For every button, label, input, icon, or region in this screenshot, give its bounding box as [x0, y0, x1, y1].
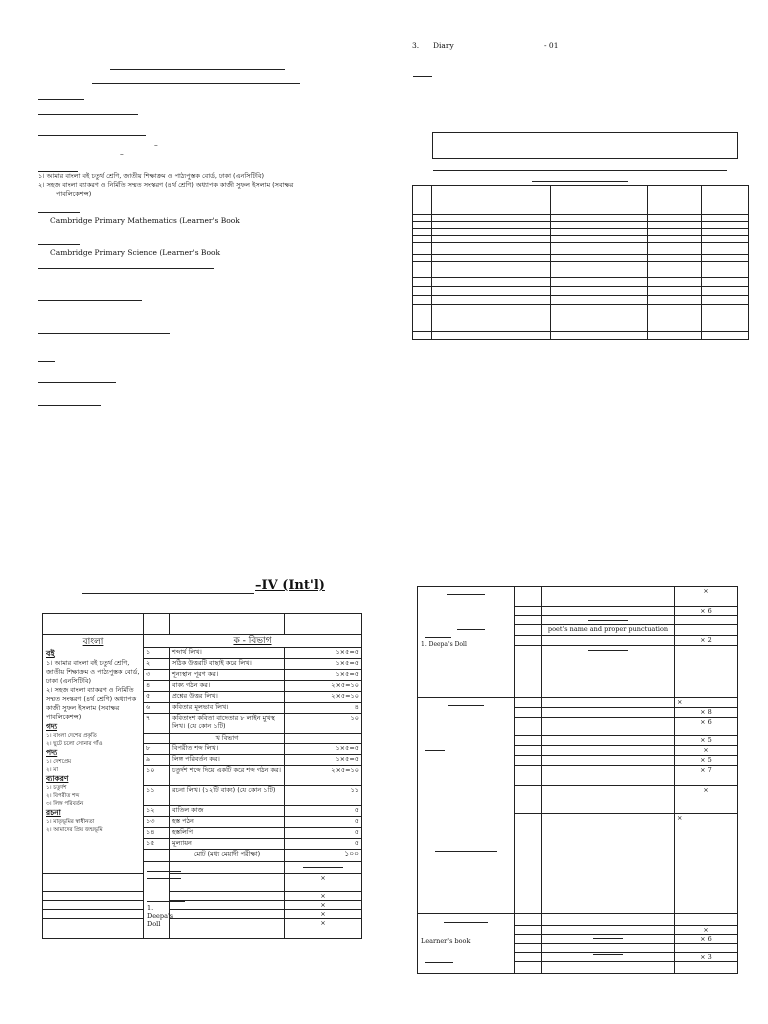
poddo-item: ১। দেশপ্রেম	[46, 759, 72, 765]
rochona-item: ১। মাতৃভূমির স্বাধীনতা	[46, 819, 95, 825]
blank-line	[425, 637, 451, 638]
blank-line	[38, 382, 116, 383]
q-num: ৮	[144, 744, 170, 755]
q-text: কবিতাংশ কবিতা বাদেতার ৮ লাইন মুখস্থ লিখ। (যে কোন ১টি)	[170, 714, 285, 734]
blank-line	[532, 181, 628, 182]
q-marks: ৫	[285, 839, 362, 850]
rochona-item: ২। আমাদের প্রিয় জন্মভূমি	[46, 827, 103, 833]
q-marks: ১×৫=৫	[285, 659, 362, 670]
total-label: মোট (মধ্য মেয়াদী পরীক্ষা)	[170, 850, 285, 862]
x-mark: × 5	[675, 736, 738, 746]
heading-underline	[38, 135, 146, 136]
q-marks: ৪	[285, 703, 362, 714]
heading-underline	[38, 212, 80, 213]
blank-line	[38, 268, 214, 269]
q-text: লিঙ্গ পরিবর্তন কর।	[170, 755, 285, 766]
learners-book: Learner's book	[421, 937, 471, 945]
q-text: সঠিক উত্তরটি বাছাই করে লিখ।	[170, 659, 285, 670]
q-num: ২	[144, 659, 170, 670]
blank-line	[303, 867, 343, 868]
heading-underline	[38, 114, 138, 115]
q-num: ১১	[144, 786, 170, 806]
q-num: ৭	[144, 714, 170, 734]
science-book: Cambridge Primary Science (Learner's Book	[50, 248, 221, 257]
q-num: ৯	[144, 755, 170, 766]
q-text: শূন্যস্থান পূরণ কর।	[170, 670, 285, 681]
poddo-item: ২। মা	[46, 767, 58, 773]
q-marks: ২×৫=১০	[285, 692, 362, 703]
x-mark: × 3	[675, 953, 738, 962]
x-mark: × 6	[675, 935, 738, 944]
q-text: শব্দার্থ লিখ।	[170, 648, 285, 659]
english-syllabus-table	[417, 586, 738, 974]
boi-heading: বই	[46, 649, 55, 658]
x-mark: × 5	[675, 756, 738, 766]
book-item-2-cont: পাবলিকেশন্স)	[56, 190, 92, 198]
heading-underline	[38, 244, 80, 245]
q-marks: ১×৫=৫	[285, 648, 362, 659]
x-mark: × 6	[675, 718, 738, 736]
q-marks: ২×৫=১০	[285, 681, 362, 692]
q-num: ৬	[144, 703, 170, 714]
blank-line	[425, 750, 445, 751]
title-box	[432, 132, 738, 159]
heading-underline	[38, 99, 84, 100]
q-num: ১৫	[144, 839, 170, 850]
poet-line: poet's name and proper punctuation	[542, 625, 675, 636]
q-text: বিপরীত শব্দ লিখ।	[170, 744, 285, 755]
x-mark: ×	[285, 892, 362, 901]
section-kha-header: খ বিভাগ	[170, 734, 285, 744]
byakoron-item: ৩। লিঙ্গ পরিবর্তন	[46, 801, 84, 807]
q-text: রচনা লিখ। (১২টি বাক্য) (যে কোন ১টি)	[170, 786, 285, 806]
dash-mark: –	[154, 140, 158, 149]
x-mark: ×	[285, 901, 362, 910]
x-mark: × 8	[675, 708, 738, 718]
blank-line	[593, 938, 623, 939]
q-num: ৪	[144, 681, 170, 692]
q-marks: ১×৫=৫	[285, 670, 362, 681]
q-marks: ১×৫=৫	[285, 755, 362, 766]
q-text: প্রশ্নের উত্তর লিখ।	[170, 692, 285, 703]
q-text: চতুর্দশ শব্দে দিয়ে একটি করে শব্দ গঠন কর।	[170, 766, 285, 786]
q-marks: ১১	[285, 786, 362, 806]
q-marks: ৫	[285, 817, 362, 828]
q-num: ১৪	[144, 828, 170, 839]
q-marks: ২×৫=১০	[285, 766, 362, 786]
english-book-title: 1. Deepa's Doll	[421, 641, 467, 648]
diary-count: - 01	[544, 41, 559, 50]
q-text: হস্তলিপি	[170, 828, 285, 839]
rochona-heading: রচনা	[46, 808, 61, 817]
class-title: –IV (Int'l)	[255, 578, 325, 593]
q-text: বাক্য গঠন কর।	[170, 681, 285, 692]
blank-line	[433, 170, 727, 171]
diary-label: Diary	[433, 41, 454, 50]
diary-number: 3.	[412, 41, 420, 50]
blank-line	[593, 954, 623, 955]
math-book: Cambridge Primary Mathematics (Learner's Book	[50, 216, 240, 225]
q-num: ১২	[144, 806, 170, 817]
blank-line	[435, 851, 497, 852]
blank-line	[588, 650, 628, 651]
x-mark: × 7	[675, 766, 738, 786]
q-num: ৫	[144, 692, 170, 703]
section-ka-header: ক - বিভাগ	[144, 635, 362, 648]
blank-line	[38, 361, 55, 362]
x-mark: × 2	[675, 636, 738, 646]
q-marks: ৫	[285, 828, 362, 839]
gaddo-item: ২। ছুটে চলো সোনার গাঁও	[46, 741, 103, 747]
x-mark: ×	[675, 698, 738, 708]
byakoron-item: ২। বিপরীত শব্দ	[46, 793, 80, 799]
q-text: মূল্যায়ন	[170, 839, 285, 850]
dash-mark: –	[120, 149, 124, 158]
x-mark: ×	[675, 587, 738, 607]
q-text: কবিতার মূলভাব লিখ।	[170, 703, 285, 714]
gaddo-item: ১। বাংলা দেশের প্রকৃতি	[46, 733, 97, 739]
poddo-heading: পদ্য	[46, 748, 58, 757]
x-mark: ×	[675, 746, 738, 756]
gaddo-heading: গদ্য	[46, 722, 58, 731]
blank-line	[38, 300, 142, 301]
blank-line	[448, 705, 484, 706]
q-marks: ১×৫=৫	[285, 744, 362, 755]
byakoron-heading: ব্যাকরণ	[46, 774, 69, 783]
q-num: ৩	[144, 670, 170, 681]
bangla-header: বাংলা	[82, 637, 104, 647]
blank-line	[413, 76, 432, 77]
blank-line	[38, 405, 101, 406]
schedule-table	[412, 185, 749, 340]
q-num: ১৩	[144, 817, 170, 828]
x-mark: ×	[675, 926, 738, 935]
q-num: ১	[144, 648, 170, 659]
top-title-line-1	[110, 69, 285, 70]
blank-line	[588, 620, 628, 621]
x-mark: ×	[285, 919, 362, 939]
title-blank-line	[82, 593, 254, 594]
x-mark: ×	[285, 910, 362, 919]
byakoron-item: ১। চতুর্দশ	[46, 785, 67, 791]
book-item-1: ১। আমার বাংলা বই চতুর্থ শ্রেণি, জাতীয় শিক্ষাক্রম ও পাঠ্যপুস্তক বোর্ড, ঢাকা (এনসিটিবি)	[38, 172, 264, 180]
q-marks: ১০	[285, 714, 362, 734]
q-text: হস্ত পঠন	[170, 817, 285, 828]
q-marks: ৫	[285, 806, 362, 817]
blank-line	[444, 922, 488, 923]
blank-line	[425, 962, 453, 963]
q-text: বাতিল কাজ	[170, 806, 285, 817]
boi-item-2: ২। সহজ বাংলা ব্যাকরণ ও নির্মিতি সম্মত সংস্করণ (৪র্থ শ্রেণি) অধ্যাপক কাজী সুফল ইসলাম (সবাক্ষর পাবলিকেশন্স)	[46, 686, 137, 721]
blank-line	[447, 594, 485, 595]
top-title-line-2	[92, 83, 300, 84]
bangla-syllabus-table	[42, 613, 362, 939]
x-mark: ×	[675, 786, 738, 814]
boi-item-1: ১। আমার বাংলা বই চতুর্থ শ্রেণি, জাতীয় শিক্ষাক্রম ও পাঠ্যপুস্তক বোর্ড, ঢাকা (এনসিটিবি)	[46, 659, 140, 685]
blank-line	[457, 629, 485, 630]
x-mark: ×	[285, 874, 362, 892]
book-item-2: ২। সহজ বাংলা ব্যাকরণ ও নির্মিতি সম্মত সংস্করণ (৪র্থ শ্রেণি) অধ্যাপক কাজী সুফল ইসলাম (সবাক্ষর	[38, 181, 294, 189]
total-marks: ১০০	[285, 850, 362, 862]
x-mark: × 6	[675, 607, 738, 616]
x-mark: ×	[675, 814, 738, 914]
blank-line	[38, 333, 170, 334]
english-book-title: 1. Deepa's Doll	[147, 904, 174, 928]
q-num: ১০	[144, 766, 170, 786]
